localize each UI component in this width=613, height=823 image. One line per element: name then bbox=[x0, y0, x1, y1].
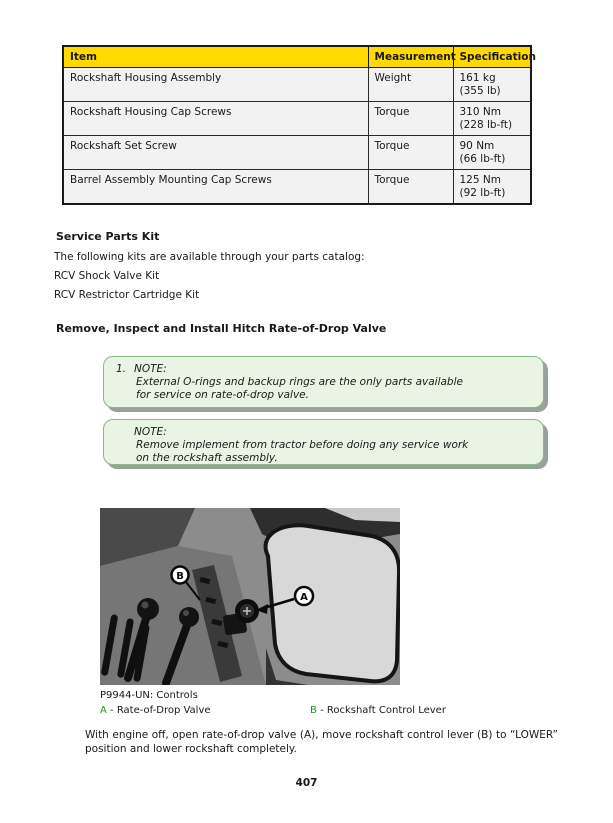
note-box bbox=[103, 419, 544, 465]
table-header-row bbox=[63, 46, 531, 68]
note-text-line: for service on rate-of-drop valve. bbox=[136, 389, 309, 401]
note-text-line: External O-rings and backup rings are the only parts available bbox=[136, 376, 463, 388]
note-text bbox=[136, 439, 533, 465]
figure-legend bbox=[100, 705, 544, 719]
legend-label-a: - Rate-of-Drop Valve bbox=[110, 705, 211, 716]
note-label: NOTE: bbox=[134, 426, 167, 438]
legend-item-b bbox=[310, 705, 446, 716]
spec-value: 90 Nm bbox=[459, 140, 495, 152]
note-label: NOTE: bbox=[134, 363, 167, 375]
cell-item: Rockshaft Set Screw bbox=[63, 136, 368, 170]
figure-caption: P9944-UN: Controls bbox=[100, 690, 198, 701]
cell-specification bbox=[453, 68, 531, 102]
cell-specification bbox=[453, 102, 531, 136]
header-measurement: Measurement bbox=[368, 46, 453, 68]
table-row bbox=[63, 68, 531, 102]
callout-b-letter: B bbox=[176, 571, 184, 582]
section-heading-rate-of-drop-valve: Remove, Inspect and Install Hitch Rate-of-Drop Valve bbox=[56, 322, 387, 335]
legend-label-b: - Rockshaft Control Lever bbox=[320, 705, 446, 716]
instruction-paragraph: With engine off, open rate-of-drop valve (A), move rockshaft control lever (B) to “LOWER” position and lower rockshaft completely. bbox=[85, 729, 558, 755]
spec-value-alt: (355 lb) bbox=[459, 84, 501, 97]
cell-specification bbox=[453, 170, 531, 205]
note-number: 1. bbox=[116, 363, 127, 375]
table-row bbox=[63, 136, 531, 170]
spec-value-alt: (92 lb-ft) bbox=[459, 186, 506, 199]
spec-value: 161 kg bbox=[459, 72, 496, 84]
controls-photo-illustration bbox=[100, 508, 400, 685]
legend-item-a bbox=[100, 705, 211, 716]
note-text-line: Remove implement from tractor before doing any service work bbox=[136, 439, 469, 451]
kit-list-item: RCV Restrictor Cartridge Kit bbox=[54, 289, 200, 301]
section-heading-service-parts-kit: Service Parts Kit bbox=[56, 230, 160, 243]
photo-lever-knob-highlight bbox=[142, 602, 149, 609]
table-row bbox=[63, 102, 531, 136]
spec-value: 125 Nm bbox=[459, 174, 501, 186]
cell-measurement: Torque bbox=[368, 136, 453, 170]
cell-item: Barrel Assembly Mounting Cap Screws bbox=[63, 170, 368, 205]
spec-value-alt: (228 lb-ft) bbox=[459, 118, 513, 131]
intro-text: The following kits are available through your parts catalog: bbox=[54, 251, 365, 263]
photo-lever-knob bbox=[137, 598, 159, 620]
kit-list-item: RCV Shock Valve Kit bbox=[54, 270, 160, 282]
spec-table bbox=[62, 45, 536, 205]
photo-lever-knob bbox=[179, 607, 199, 627]
cell-measurement: Torque bbox=[368, 170, 453, 205]
controls-photo bbox=[100, 508, 400, 685]
note-box bbox=[103, 356, 544, 408]
legend-key-b: B bbox=[310, 705, 317, 716]
note-first-line bbox=[116, 426, 533, 439]
note-text bbox=[136, 376, 533, 402]
cell-specification bbox=[453, 136, 531, 170]
legend-key-a: A bbox=[100, 705, 107, 716]
note-text-line: on the rockshaft assembly. bbox=[136, 452, 278, 464]
spec-value-alt: (66 lb-ft) bbox=[459, 152, 506, 165]
cell-item: Rockshaft Housing Assembly bbox=[63, 68, 368, 102]
header-specification: Specification bbox=[453, 46, 531, 68]
table-row bbox=[63, 170, 531, 205]
cell-measurement: Torque bbox=[368, 102, 453, 136]
callout-a-letter: A bbox=[300, 592, 308, 603]
cell-measurement: Weight bbox=[368, 68, 453, 102]
cell-item: Rockshaft Housing Cap Screws bbox=[63, 102, 368, 136]
photo-seat-cushion bbox=[266, 525, 400, 681]
photo-lever-knob-highlight bbox=[183, 610, 189, 616]
page-number: 407 bbox=[295, 777, 318, 789]
note-first-line bbox=[116, 363, 533, 376]
spec-value: 310 Nm bbox=[459, 106, 501, 118]
header-item: Item bbox=[63, 46, 368, 68]
